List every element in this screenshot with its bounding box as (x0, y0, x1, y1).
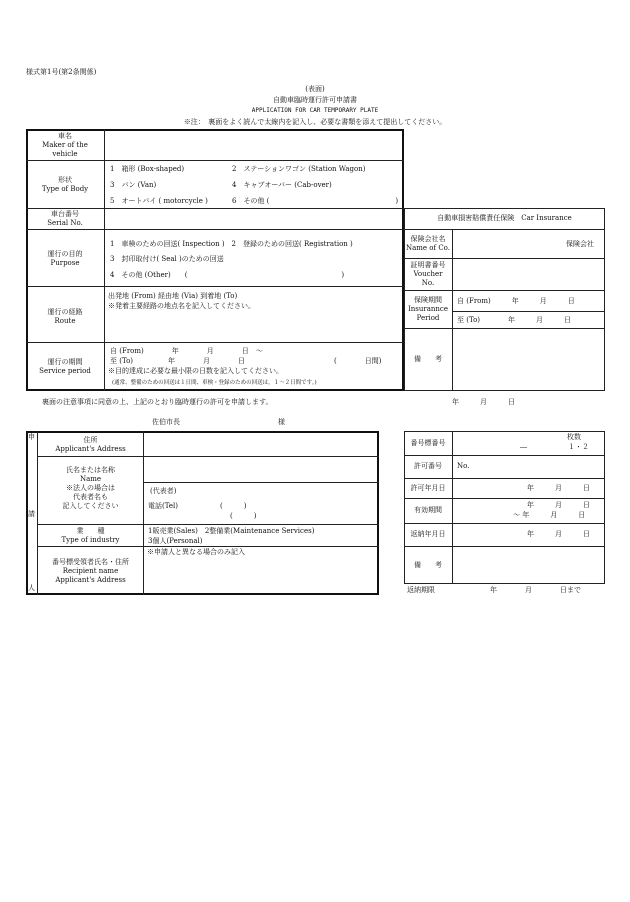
body-option-cabover[interactable]: 4 キャブオーバー (Cab-over) (232, 181, 332, 189)
insurance-company-suffix[interactable]: 保険会社 (566, 240, 594, 248)
permit-date-label: 許可年月日 (410, 484, 446, 492)
office-remarks-label: 備 考 (414, 561, 442, 569)
maker-input[interactable] (106, 131, 402, 159)
body-option-other[interactable]: 6 その他 ( ) (232, 197, 399, 205)
plate-dash: ― (520, 443, 527, 451)
representative-label: (代表者) (150, 487, 177, 495)
front-label: (表面) (305, 85, 325, 93)
return-deadline-value[interactable]: 年 月 日まで (490, 586, 581, 594)
insurance-header: 自動車損害賠償責任保険 Car Insurance (437, 214, 572, 222)
applicant-side-1: 申 (28, 433, 35, 441)
purpose-option-4[interactable]: 4 その他 (Other) ( ) (110, 271, 345, 279)
return-date-label: 返納年月日 (410, 530, 446, 538)
applicant-name-label: 氏名または名称 Name ※法人の場合は 代表者名も 記入してください (62, 466, 119, 510)
mayor: 佐伯市長 (152, 418, 180, 426)
return-date-value[interactable]: 年 月 日 (527, 530, 590, 538)
body-type-label: 形状 Type of Body (41, 176, 89, 193)
applicant-address-label: 住所 Applicant's Address (55, 436, 126, 453)
voucher-label: 証明書番号 Voucher No. (410, 261, 446, 287)
period-from[interactable]: 自 (From) 年 月 日 ～ (110, 347, 263, 355)
body-option-van[interactable]: 3 バン (Van) (110, 181, 157, 189)
purpose-label: 運行の目的 Purpose (47, 250, 83, 267)
applicant-address-input[interactable] (145, 433, 377, 455)
route-text[interactable]: 出発地 (From) 経由地 (Via) 到着地 (To) (108, 292, 238, 300)
industry-label: 業 種 Type of industry (61, 527, 120, 544)
valid-from-value[interactable]: 年 月 日 (527, 501, 590, 509)
serial-label: 車台番号 Serial No. (47, 210, 83, 227)
title-en: APPLICATION FOR CAR TEMPORARY PLATE (251, 107, 379, 114)
mayor-suffix: 様 (278, 418, 285, 426)
route-note: ※発着主要経路の地点名を記入してください。 (108, 302, 255, 310)
plate-count-value[interactable]: １・２ (568, 443, 589, 451)
purpose-option-3[interactable]: 3 封印取付け( Seal )のための回送 (110, 255, 224, 263)
period-note1: ※目的達成に必要な最小限の日数を記入してください。 (108, 367, 283, 375)
applicant-side-2: 請 (28, 510, 35, 518)
valid-period-label: 有効期間 (414, 506, 442, 514)
body-option-wagon[interactable]: 2 ステーションワゴン (Station Wagon) (232, 165, 366, 173)
plate-count-label: 枚数 (567, 433, 581, 441)
title-jp: 自動車臨時運行許可申請書 (273, 96, 357, 104)
permit-number-label: 許可番号 (414, 462, 442, 470)
purpose-option-1-2[interactable]: 1 車検のための回送( Inspection ) 2 登録のための回送( Registration ) (110, 240, 353, 248)
return-deadline-label: 返納期限 (407, 586, 435, 594)
insurance-remarks-label: 備 考 (414, 355, 442, 363)
form-number: 様式第1号(第2条関係) (26, 68, 97, 76)
period-note2: (通常、整備のための回送は１日間、車検・登録のための回送は，１～２日間です。) (112, 380, 317, 386)
permit-number-value[interactable]: No. (457, 462, 470, 470)
plate-number-label: 番号標番号 (410, 439, 446, 447)
insurance-from[interactable]: 自 (From) 年 月 日 (457, 297, 575, 305)
route-label: 運行の経路 Route (47, 308, 83, 325)
date-line[interactable]: 年 月 日 (452, 398, 515, 406)
maker-label: 車名 Maker of the vehicle (42, 132, 88, 158)
body-option-box[interactable]: 1 箱形 (Box-shaped) (110, 165, 185, 173)
insurance-period-label: 保険期間 Insurannce Period (408, 296, 448, 322)
tel-label[interactable]: 電話(Tel) ( ) (148, 502, 247, 510)
note: ※注： 裏面をよく読んで太線内を記入し、必要な書類を添えて提出してください。 (183, 118, 447, 126)
insurance-to[interactable]: 至 (To) 年 月 日 (457, 316, 572, 324)
serial-input[interactable] (106, 210, 402, 228)
period-days[interactable]: ( 日間) (334, 357, 382, 365)
voucher-input[interactable] (454, 260, 603, 289)
recipient-label: 番号標受領者氏名・住所 Recipient name Applicant's Address (52, 558, 129, 584)
period-to[interactable]: 至 (To) 年 月 日 (110, 357, 246, 365)
industry-option-3[interactable]: 3個人(Personal) (148, 537, 203, 545)
valid-to-value[interactable]: ～ 年 月 日 (513, 511, 586, 519)
insurance-company-label: 保険会社名 Name of Co. (405, 235, 450, 252)
tel-label-2[interactable]: ( ) (230, 512, 257, 520)
body-option-motorcycle[interactable]: 5 オートバイ ( motorcycle ) (110, 197, 208, 205)
period-label: 運行の期間 Service period (39, 358, 91, 375)
industry-option-1-2[interactable]: 1販売業(Sales) 2整備業(Maintenance Services) (148, 527, 315, 535)
recipient-note: ※申請人と異なる場合のみ記入 (147, 548, 245, 556)
applicant-side-3: 人 (28, 584, 35, 592)
agree-text: 裏面の注意事項に同意の上、上記のとおり臨時運行の許可を申請します。 (42, 398, 273, 406)
applicant-name-input[interactable] (145, 458, 377, 481)
permit-date-value[interactable]: 年 月 日 (527, 484, 590, 492)
